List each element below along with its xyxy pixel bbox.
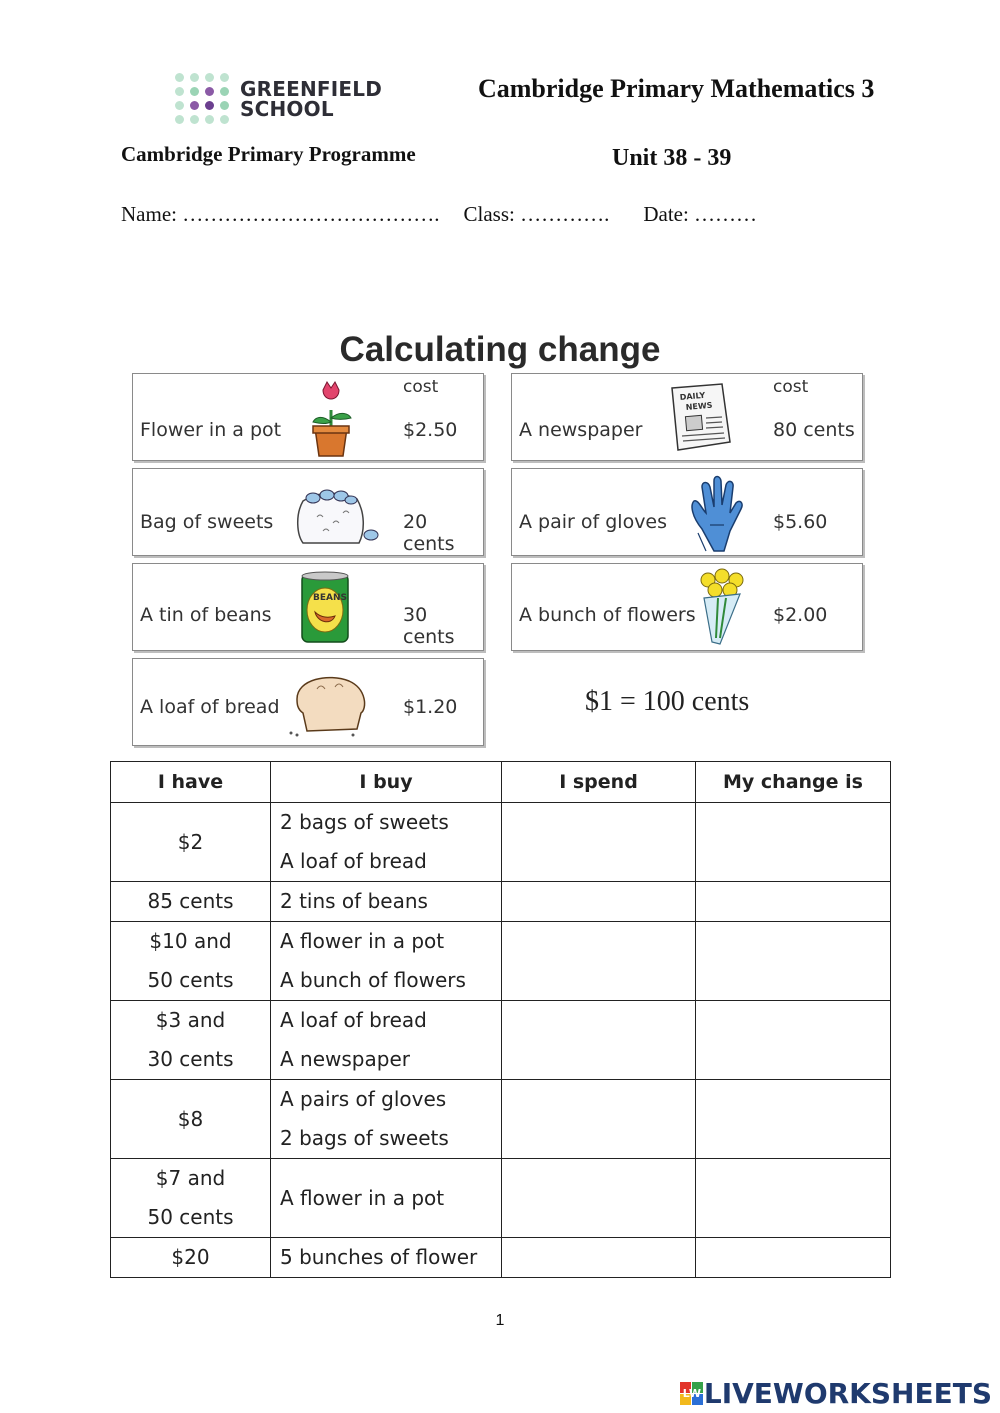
have-cell (111, 882, 271, 922)
have-line: $10 and (149, 929, 232, 953)
buy-line: A newspaper (280, 1047, 410, 1071)
badge-letters: LW (682, 1387, 702, 1400)
item-name: A newspaper (519, 419, 643, 441)
change-answer-cell[interactable] (696, 1159, 891, 1238)
buy-line: 2 tins of beans (280, 889, 428, 913)
table-row (111, 1238, 891, 1278)
liveworksheets-badge-icon (680, 1382, 704, 1406)
table-row (111, 922, 891, 1001)
buy-line: A flower in a pot (280, 929, 445, 953)
item-price: $1.20 (403, 696, 458, 718)
change-answer-cell[interactable] (696, 1238, 891, 1278)
name-field[interactable]: Name: ………………………………. (121, 202, 440, 226)
school-logo-dots (175, 73, 231, 125)
item-name: A loaf of bread (140, 696, 280, 718)
liveworksheets-logo[interactable] (680, 1377, 992, 1410)
price-card-flower-pot (132, 373, 484, 461)
spend-answer-cell[interactable] (502, 1159, 696, 1238)
newspaper-masthead-2: NEWS (685, 400, 713, 412)
buy-line: A flower in a pot (280, 1185, 445, 1210)
buy-line: A pairs of gloves (280, 1087, 447, 1111)
col-header-i-have: I have (111, 762, 271, 803)
price-card-bread (132, 658, 484, 746)
buy-line: A loaf of bread (280, 1008, 427, 1032)
bag-of-sweets-icon (289, 485, 384, 547)
item-name: Flower in a pot (140, 419, 282, 441)
student-info-line (121, 202, 757, 227)
spend-answer-cell[interactable] (502, 922, 696, 1001)
table-row (111, 803, 891, 882)
school-logo-text (240, 79, 382, 119)
item-price: $2.50 (403, 419, 458, 441)
buy-cell (271, 1238, 502, 1278)
have-cell (111, 1238, 271, 1278)
item-name: Bag of sweets (140, 511, 274, 533)
cost-label: cost (403, 377, 439, 397)
table-row (111, 1080, 891, 1159)
worksheet-course-title: Cambridge Primary Mathematics 3 (478, 74, 875, 103)
table-row (111, 882, 891, 922)
cost-label: cost (773, 377, 809, 397)
table-row (111, 1159, 891, 1238)
buy-cell (271, 1080, 502, 1159)
buy-cell (271, 922, 502, 1001)
buy-line: A bunch of flowers (280, 968, 466, 992)
have-line: $2 (177, 829, 204, 854)
newspaper-icon (664, 382, 736, 454)
item-price: 80 cents (773, 419, 855, 441)
date-field[interactable]: Date: ……… (643, 202, 758, 226)
class-field[interactable]: Class: …………. (463, 202, 610, 226)
have-cell (111, 803, 271, 882)
price-card-newspaper (511, 373, 863, 461)
change-answer-cell[interactable] (696, 922, 891, 1001)
buy-line: A loaf of bread (280, 849, 427, 873)
buy-line: 5 bunches of flower (280, 1245, 478, 1269)
have-line: $8 (177, 1106, 204, 1131)
price-card-beans (132, 563, 484, 651)
have-line: 50 cents (147, 968, 234, 992)
price-card-bunch-of-flowers (511, 563, 863, 651)
school-name-line2: SCHOOL (240, 97, 334, 121)
table-header-row (111, 762, 891, 803)
page-title: Calculating change (339, 330, 661, 369)
change-answer-cell[interactable] (696, 882, 891, 922)
item-price: 20 cents (403, 511, 455, 555)
loaf-of-bread-icon (283, 669, 373, 739)
table-row (111, 1001, 891, 1080)
conversion-note: $1 = 100 cents (585, 686, 750, 717)
item-name: A tin of beans (140, 604, 272, 626)
flower-pot-icon (301, 378, 361, 458)
item-name: A bunch of flowers (519, 604, 696, 626)
unit-label: Unit 38 - 39 (612, 145, 732, 171)
item-name: A pair of gloves (519, 511, 668, 533)
have-line: $20 (171, 1245, 210, 1269)
change-table (110, 761, 891, 1278)
price-card-sweets (132, 468, 484, 556)
liveworksheets-wordmark: LIVEWORKSHEETS (703, 1377, 992, 1410)
spend-answer-cell[interactable] (502, 882, 696, 922)
buy-cell (271, 1159, 502, 1238)
have-cell (111, 1001, 271, 1080)
have-cell (111, 922, 271, 1001)
buy-cell (271, 882, 502, 922)
buy-line: 2 bags of sweets (280, 1126, 449, 1150)
item-price: $5.60 (773, 511, 828, 533)
change-answer-cell[interactable] (696, 803, 891, 882)
have-line: 50 cents (147, 1205, 234, 1229)
change-answer-cell[interactable] (696, 1001, 891, 1080)
buy-cell (271, 1001, 502, 1080)
spend-answer-cell[interactable] (502, 803, 696, 882)
spend-answer-cell[interactable] (502, 1001, 696, 1080)
have-cell (111, 1080, 271, 1159)
col-header-my-change: My change is (696, 762, 891, 803)
have-cell (111, 1159, 271, 1238)
page-number: 1 (495, 1312, 505, 1329)
buy-cell (271, 803, 502, 882)
newspaper-masthead-1: DAILY (679, 390, 706, 402)
item-price: $2.00 (773, 604, 828, 626)
have-line: $3 and (155, 1008, 226, 1032)
spend-answer-cell[interactable] (502, 1080, 696, 1159)
buy-line: 2 bags of sweets (280, 810, 449, 834)
have-line: 85 cents (147, 889, 234, 913)
can-label: BEANS (313, 593, 347, 603)
col-header-i-buy: I buy (271, 762, 502, 803)
item-price: 30 cents (403, 604, 455, 648)
price-card-gloves (511, 468, 863, 556)
gloves-icon (684, 473, 748, 555)
have-line: 30 cents (147, 1047, 234, 1071)
tin-of-beans-icon (299, 570, 351, 646)
bunch-of-flowers-icon (690, 568, 756, 648)
change-answer-cell[interactable] (696, 1080, 891, 1159)
have-line: $7 and (155, 1166, 226, 1190)
programme-label: Cambridge Primary Programme (121, 142, 416, 166)
spend-answer-cell[interactable] (502, 1238, 696, 1278)
school-name-line1: GREENFIELD (240, 77, 382, 101)
col-header-i-spend: I spend (502, 762, 696, 803)
